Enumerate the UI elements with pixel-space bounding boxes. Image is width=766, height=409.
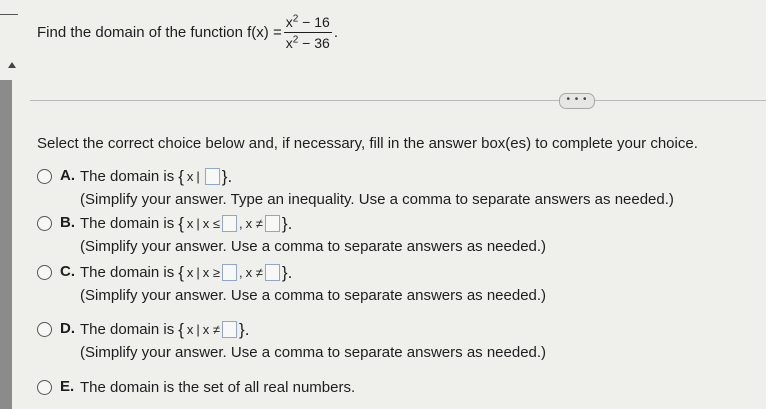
set-notation: { x | }. [178, 166, 233, 186]
set-notation: { x | x ≥ , x ≠ }. [178, 262, 293, 282]
radio-b[interactable] [37, 216, 52, 231]
more-options-button[interactable]: • • • [559, 93, 595, 109]
choice-d[interactable] [37, 320, 546, 361]
choice-note: (Simplify your answer. Type an inequality. Use a comma to separate answers as needed.) [80, 191, 674, 208]
choice-text: The domain is [80, 215, 175, 232]
choice-text: The domain is [80, 321, 175, 338]
answer-box-1[interactable] [222, 215, 237, 232]
choice-note: (Simplify your answer. Use a comma to separate answers as needed.) [80, 287, 547, 304]
fraction-numerator: $x^2 - 16$ [285, 13, 330, 30]
choice-a[interactable] [37, 167, 674, 208]
function-fraction [284, 14, 332, 51]
radio-c[interactable] [37, 265, 52, 280]
choice-c[interactable] [37, 263, 546, 304]
choice-text: The domain is [80, 168, 175, 185]
fraction-bar [284, 32, 332, 33]
answer-box-2[interactable] [265, 215, 280, 232]
choice-note: (Simplify your answer. Use a comma to separate answers as needed.) [80, 344, 547, 361]
radio-a[interactable] [37, 169, 52, 184]
fraction-denominator: $x^2 - 36$ [285, 34, 330, 51]
answer-box[interactable] [205, 168, 220, 185]
answer-box-2[interactable] [265, 264, 280, 281]
choice-letter: E. [60, 378, 75, 395]
choice-text: The domain is the set of all real numbers. [80, 379, 356, 396]
question-prefix: Find the domain of the function f(x) = [37, 24, 282, 41]
choice-text: The domain is [80, 264, 175, 281]
collapse-arrow-icon[interactable] [8, 62, 16, 68]
section-divider [30, 100, 766, 101]
question-text [37, 14, 338, 51]
choice-b[interactable] [37, 214, 546, 255]
answer-box-1[interactable] [222, 264, 237, 281]
left-scrollbar[interactable] [0, 80, 12, 409]
instruction-text: Select the correct choice below and, if necessary, fill in the answer box(es) to complete your choice. [37, 135, 698, 152]
radio-d[interactable] [37, 322, 52, 337]
choice-letter: B. [60, 214, 75, 231]
set-notation: { x | x ≤ , x ≠ }. [178, 213, 293, 233]
choice-note: (Simplify your answer. Use a comma to separate answers as needed.) [80, 238, 547, 255]
question-suffix: . [333, 24, 338, 41]
choice-letter: D. [60, 320, 75, 337]
radio-e[interactable] [37, 380, 52, 395]
choice-letter: C. [60, 263, 75, 280]
answer-box[interactable] [222, 321, 237, 338]
choice-e[interactable] [37, 378, 355, 397]
corner-tick [0, 14, 18, 15]
choice-letter: A. [60, 167, 75, 184]
set-notation: { x | x ≠ }. [178, 319, 250, 339]
